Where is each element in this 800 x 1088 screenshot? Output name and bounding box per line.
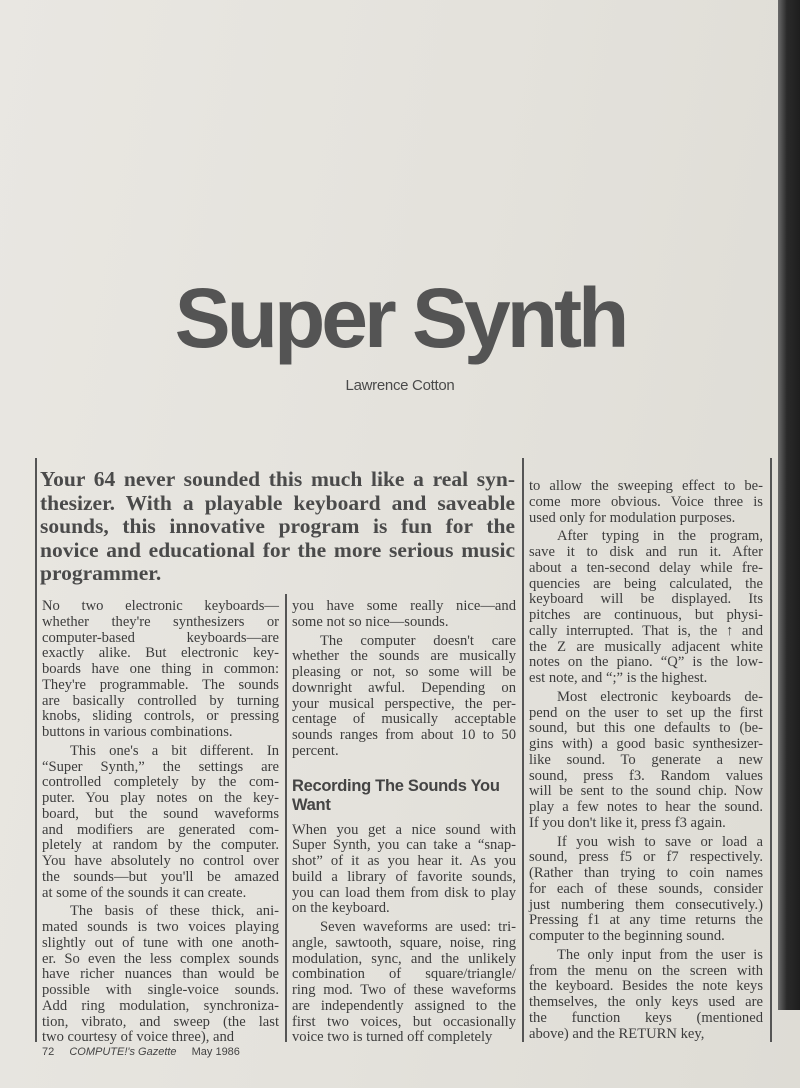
text-line: themselves, the only keys used are [529,994,763,1010]
text-line: After typing in the program, [557,528,763,545]
text-line: The computer doesn't care [320,632,516,649]
paragraph [292,920,516,1046]
text-line: er. So even the less complex sounds [42,950,279,967]
text-line: are independently assigned to the [292,997,516,1014]
text-line: two courtesy of voice three), and [42,1029,235,1046]
text-line: about a ten-second delay while fre- [529,559,763,576]
text-line: whether they're synthesizers or [42,613,279,630]
text-line: combination of square/triangle/ [292,966,516,983]
text-line: save it to disk and run it. After [529,544,763,560]
text-line: computer-based keyboards—are [42,629,279,646]
text-line: possible with single-voice sounds. [42,982,279,998]
text-line: like sound. To generate a new [529,751,763,768]
text-line: Add ring modulation, synchroniza- [42,997,279,1014]
text-line: first two voices, but occasionally [292,1013,516,1030]
text-line: The only input from the user is [557,946,763,963]
text-line: modulation, sync, and the unlikely [292,950,516,967]
text-line: sound, press f3. Random values [529,767,763,784]
text-line: buttons in various combinations. [42,724,233,740]
text-line: quencies are being calculated, the [529,575,763,592]
text-line: come more obvious. Voice three is [529,493,763,510]
text-line: (Rather than trying to coin names [529,865,763,881]
text-line: centage of musically acceptable [292,711,516,728]
deck-line: sounds, this innovative program is fun for the [40,514,515,538]
text-line: and modifiers are generated com- [42,821,279,838]
page-footer [42,1046,252,1058]
text-line: the sounds—but you'll be amazed [42,868,279,885]
text-column-2 [292,599,516,1046]
column-rule [35,458,37,1042]
text-line: pend on the user to set up the first [529,704,763,721]
text-line: No two electronic keyboards— [42,598,279,614]
paragraph [292,599,516,631]
text-line: have richer nuances than would be [42,966,279,983]
text-line: from the menu on the screen with [529,962,763,979]
text-line: pleasing or not, so some will be [292,664,516,680]
article-deck [40,468,515,586]
deck-line: Your 64 never sounded this much like a real syn- [40,467,515,491]
text-line: downright awful. Depending on [292,679,516,696]
text-line: keyboard will be displayed. Its [529,591,763,608]
text-line: whether the sounds are musically [292,648,516,665]
text-line: You have absolutely no control over [42,853,279,869]
text-line: pitches are continuous, but physi- [529,607,763,623]
text-line: When you get a nice sound with [292,821,516,838]
text-line: “Super Synth,” the settings are [42,758,279,775]
text-line: used only for modulation purposes. [529,509,736,526]
column-rule [522,458,524,1042]
deck-line: novice and educational for the more serious music [40,537,515,562]
text-line: sounds ranges from about 10 to 50 [292,727,516,743]
paragraph [529,479,763,526]
article-title: Super Synth [174,271,626,365]
text-line: at some of the sounds it can create. [42,884,247,901]
section-heading [292,777,516,815]
text-line: you have some really nice—and [292,598,516,614]
paragraph [292,823,516,918]
paragraph [292,634,516,760]
text-line: This one's a bit different. In [70,742,279,759]
author-byline: Lawrence Cotton [345,377,455,394]
issue-date: May 1986 [191,1046,240,1058]
text-line: the Z are musically adjacent white [529,638,763,655]
text-line: above) and the RETURN key, [529,1025,705,1042]
text-line: controlled completely by the com- [42,774,279,791]
column-rule [770,458,772,1042]
text-line: play a few notes to hear the sound. [529,799,763,815]
paragraph [42,904,279,1046]
text-line: cally interrupted. That is, the ↑ and [529,622,763,639]
text-line: just numbering them consecutively.) [529,896,763,913]
text-line: pletely at random by the computer. [42,837,279,854]
text-line: gins with) a good basic synthesizer- [529,736,763,752]
text-line: est note, and “;” is the highest. [529,670,708,686]
text-line: knobs, sliding controls, or pressing [42,708,279,725]
text-line: percent. [292,742,339,759]
text-line: exactly alike. But electronic key- [42,645,279,662]
text-line: The basis of these thick, ani- [70,903,279,920]
page-number: 72 [42,1046,55,1058]
text-line: some not so nice—sounds. [292,613,449,630]
text-line: will be sent to the sound chip. Now [529,783,763,800]
text-line: notes on the piano. “Q” is the low- [529,654,763,671]
deck-line: programmer. [40,561,162,585]
text-line: They're programmable. The sounds [42,676,279,693]
text-line: angle, sawtooth, square, noise, ring [292,934,516,951]
text-line: build a library of favorite sounds, [292,868,516,885]
text-line: puter. You play notes on the key- [42,790,279,806]
paragraph [42,744,279,902]
text-column-1 [42,599,279,1046]
page-binding-shadow [778,0,800,1010]
text-column-3 [529,479,763,1042]
text-line: Seven waveforms are used: tri- [320,919,516,935]
paragraph [42,599,279,741]
text-line: boards have one thing in common: [42,661,279,677]
text-line: If you wish to save or load a [557,833,763,850]
text-line: shot” of it as you hear it. As you [292,853,516,869]
text-line: Most electronic keyboards de- [557,688,763,705]
text-line: Pressing f1 at any time returns the [529,912,763,929]
text-line: for each of these sounds, consider [529,880,763,897]
text-line: tion, vibrato, and sweep (the last [42,1013,279,1030]
deck-line: thesizer. With a playable keyboard and saveable [40,490,515,515]
text-line: If you don't like it, press f3 again. [529,814,726,831]
paragraph [529,529,763,687]
text-line: are basically controlled by turning [42,692,279,709]
publication-name: COMPUTE!'s Gazette [69,1046,177,1058]
paragraph [529,948,763,1043]
text-line: mated sounds is two voices playing [42,919,279,935]
heading-line: Want [292,795,331,814]
text-line: to allow the sweeping effect to be- [529,478,763,494]
text-line: ring mod. Two of these waveforms [292,982,516,998]
text-line: the function keys (mentioned [529,1009,763,1026]
column-rule [285,594,287,1042]
text-line: board, but the sound waveforms [42,805,279,822]
text-line: on the keyboard. [292,900,390,917]
heading-line: Recording The Sounds You [292,776,500,795]
paragraph [529,690,763,832]
text-line: your musical perspective, the per- [292,695,516,712]
text-line: voice two is turned off completely [292,1029,493,1046]
paragraph [529,835,763,945]
text-line: you can load them from disk to play [292,884,516,901]
text-line: sound, but this one defaults to (be- [529,720,763,737]
text-line: computer to the beginning sound. [529,928,725,944]
text-line: slightly out of tune with one anoth- [42,934,279,951]
text-line: the keyboard. Besides the note keys [529,978,763,995]
text-line: sound, press f5 or f7 respectively. [529,849,763,866]
text-line: Super Synth, you can take a “snap- [292,837,516,854]
